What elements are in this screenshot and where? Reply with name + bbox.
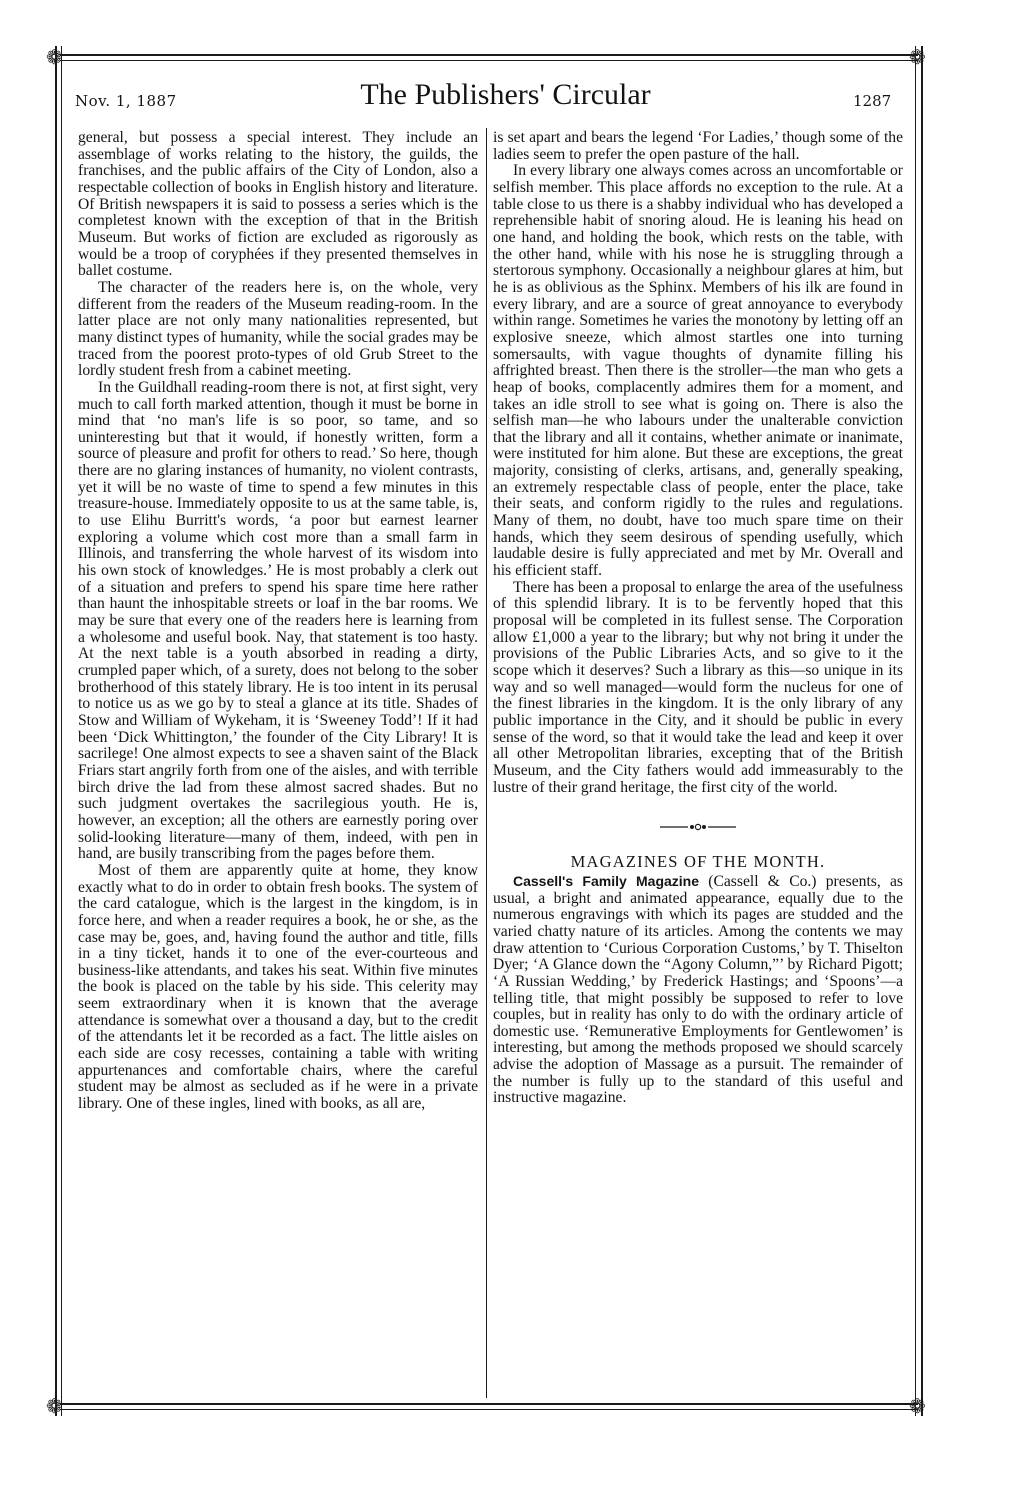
corner-ornament-icon: ❁ [46,1394,63,1418]
magazine-review-paragraph [493,873,903,1107]
left-column [78,130,478,1113]
corner-ornament-icon: ❁ [46,45,63,69]
top-border-rule-inner [60,60,918,61]
right-border-rule-inner [915,46,916,1416]
issue-date: Nov. 1, 1887 [75,92,177,110]
bottom-border-rule-inner [60,1409,918,1410]
section-heading: MAGAZINES OF THE MONTH. [570,852,826,872]
article-paragraph: is set apart and bears the legend ‘For Ladies,’ though some of the ladies seem to prefer the open pasture of the hall. [493,129,903,163]
page-number: 1287 [853,92,892,110]
right-border-rule [921,46,923,1416]
ornamental-rule-icon [493,822,903,832]
column-divider [486,128,487,1398]
article-paragraph: general, but possess a special interest. They include an assemblage of works relating to the history, the guilds, the franchises, and the public affairs of the City of London, also a respectable collection of books in English history and literature. Of British newspapers it is said to possess a series which is the completest known with the exception of that in the British Museum. But works of fiction are excluded as rigorously as would be a troop of coryphées if they presented themselves in ballet costume. [78,129,478,280]
article-paragraph: In the Guildhall reading-room there is not, at first sight, very much to call forth marked attention, though it must be borne in mind that ‘no man's life is so poor, so tame, and so uninteresting but that it would, if honestly written, form a source of pleasure and profit for others to read.’ So here, though there are no glaring instances of humanity, no violent contrasts, yet it will be no waste of time to spend a few minutes in this treasure-house. Immediately opposite to us at the same table, is, to use Elihu Burritt's words, ‘a poor but earnest learner exploring a volume which cost more than a small farm in Illinois, and transferring the whole harvest of its wisdom into his own stock of knowledges.’ He is most probably a clerk out of a situation and prefers to spend his spare time here rather than haunt the inhospitable streets or loaf in the bar rooms. We may be sure that every one of the readers here is learning from a wholesome and useful book. Nay, that statement is too hasty. At the next table is a youth absorbed in reading a dirty, crumpled paper which, of a surety, does not belong to the sober brotherhood of this stately library. He is too intent in its perusal to notice us as we go by to steal a glance at its title. Shades of Stow and William of Wykeham, it is ‘Sweeney Todd’! If it had been ‘Dick Whittington,’ the founder of the City Library! It is sacrilege! One almost expects to see a shaven saint of the Black Friars start angrily forth from one of the aisles, and with terrible birch drive the lad from these almost sacred shades. But no such judgment overtakes the sacrilegious youth. He is, however, an exception; all the others are earnestly poring over solid-looking literature—many of them, indeed, with pen in hand, are busily transcribing from the pages before them. [78,378,478,863]
right-column [493,130,903,1107]
article-paragraph: In every library one always comes across an uncomfortable or selfish member. This place affords no exception to the rule. At a table close to us there is a shabby individual who has developed a reprehensible habit of snoring aloud. He is leaning his head on one hand, and holding the book, which rests on the table, with the other hand, while with his nose he is struggling through a stertorous symphony. Occasionally a neighbour glares at him, but he is as oblivious as the Sphinx. Members of his ilk are found in every library, and are a source of great annoyance to everybody within range. Sometimes he varies the monotony by letting off an explosive sneeze, which almost startles one into turning somersaults, with vague thoughts of dynamite filling his affrighted breast. Then there is the stroller—the man who gets a heap of books, complacently admires them for a moment, and takes an idle stroll to see what is going on. There is also the selfish man—he who labours under the unalterable conviction that the library and all it contains, whether animate or inanimate, were instituted for him alone. But these are exceptions, the great majority, consisting of clerks, artisans, and, generally speaking, an extremely respectable class of people, enter the place, take their seats, and conform rigidly to the rules and regulations. Many of them, no doubt, have too much spare time on their hands, which they seem desirous of spending usefully, which laudable desire is fully appreciated and met by Mr. Overall and his efficient staff. [493,162,903,580]
corner-ornament-icon: ❁ [909,45,926,69]
top-border-rule [60,54,918,56]
corner-ornament-icon: ❁ [909,1394,926,1418]
bottom-border-rule [60,1403,918,1405]
magazine-review-text: (Cassell & Co.) presents, as usual, a bright and animated appearance, equally due to the numerous engravings with which its pages are studded and the varied chatty nature of its articles. Among the contents we may draw attention to ‘Curious Corporation Customs,’ by T. Thiselton Dyer; ‘A Glance down the “Agony Column,”’ by Richard Pigott; ‘A Russian Wedding,’ by Frederick Hastings; and ‘Spoons’—a telling title, that might possibly be supposed to refer to love couples, but in reality has only to do with the ordinary article of domestic use. ‘Remunerative Employments for Gentlewomen’ is interesting, but among the methods proposed we should scarcely advise the adoption of Massage as a pursuit. The remainder of the number is fully up to the standard of this useful and instructive magazine. [493,872,903,1107]
article-paragraph: There has been a proposal to enlarge the area of the usefulness of this splendid library. It is to be fervently hoped that this proposal will be completed in its fullest sense. The Corporation allow £1,000 a year to the library; but why not bring it under the provisions of the Public Libraries Acts, and so give to it the scope which it deserves? Such a library as this—so unique in its way and so well managed—would form the nucleus for one of the finest libraries in the kingdom. It is the only library of any public importance in the City, and it should be public in every sense of the word, so that it would take the lead and keep it over all other Metropolitan libraries, excepting that of the British Museum, and the City fathers would add immeasurably to the lustre of their grand heritage, the first city of the world. [493,578,903,796]
left-border-rule-inner [61,46,62,1416]
left-border-rule [55,46,57,1416]
publication-title: The Publishers' Circular [360,78,651,111]
article-paragraph: Most of them are apparently quite at home, they know exactly what to do in order to obtain fresh books. The system of the card catalogue, which is the largest in the kingdom, is in force here, and when a reader requires a book, he or she, as the case may be, goes, and, having found the author and title, fills in a tiny ticket, hands it to one of the ever-courteous and business-like attendants, and takes his seat. Within five minutes the book is placed on the table by his side. This celerity may seem extraordinary when it is known that the average attendance is somewhat over a thousand a day, but to the credit of the attendants let it be recorded as a fact. The little aisles on each side are cosy recesses, containing a table with writing appurtenances and comfortable chairs, where the careful student may be almost as secluded as if he were in a private library. One of these ingles, lined with books, as all are, [78,861,478,1113]
article-paragraph: The character of the readers here is, on the whole, very different from the readers of the Museum reading-room. In the latter place are not only many nationalities represented, but many distinct types of humanity, while the social grades may be traced from the poorest proto-types of old Grub Street to the lordly student fresh from a cabinet meeting. [78,278,478,380]
magazine-title: Cassell's Family Magazine [513,872,700,889]
